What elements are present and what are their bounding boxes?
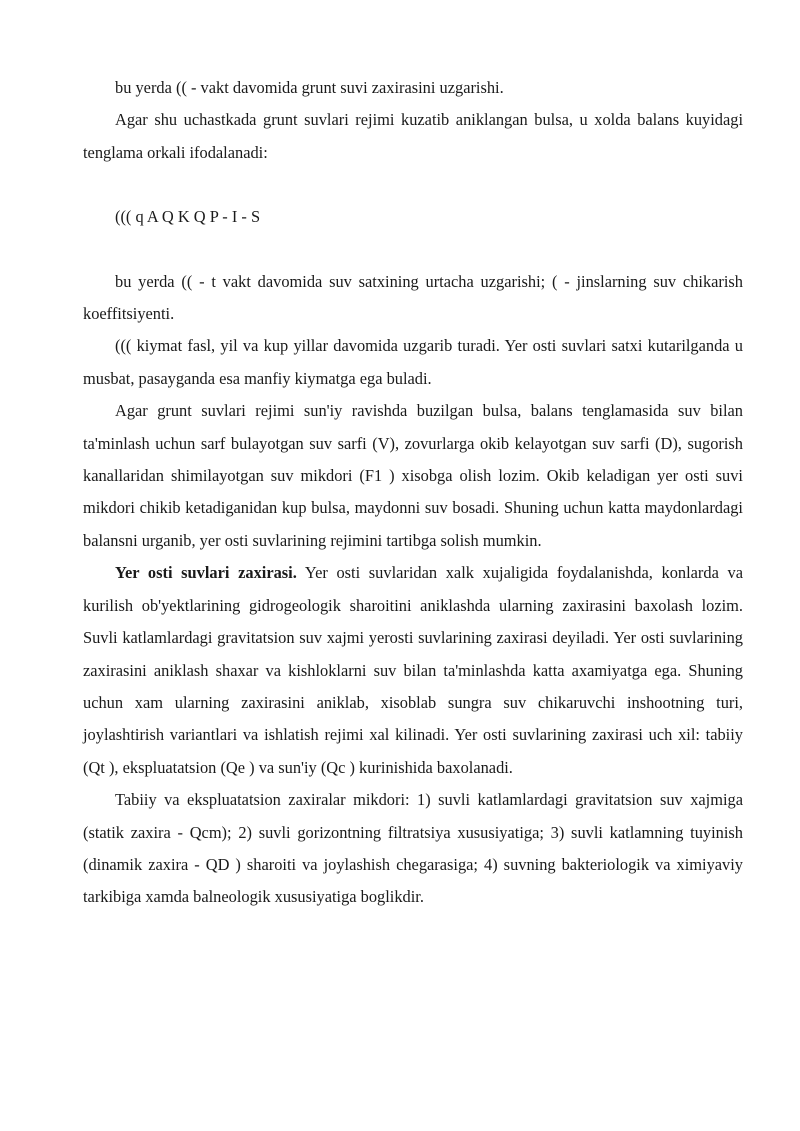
- paragraph-5: Agar grunt suvlari rejimi sun'iy ravishda buzilgan bulsa, balans tenglamasida suv bilan ta'minlash uchun sarf bulayotgan suv sarfi (V), zovurlarga okib kelayotgan suv sarfi (D), sugorish kanallaridan shimilayotgan suv mikdori (F1 ) xisobga olish lozim. Okib keladigan yer osti suvi mikdori chikib ketadiganidan kup bulsa, maydonni suv bosadi. Shuning uchun katta maydonlardagi balansni urganib, yer osti suvlarining rejimini tartibga solish mumkin.: [83, 401, 743, 550]
- paragraph-1: bu yerda (( - vakt davomida grunt suvi zaxirasini uzgarishi.: [115, 78, 504, 97]
- paragraph-2: Agar shu uchastkada grunt suvlari rejimi kuzatib aniklangan bulsa, u xolda balans kuyidagi tenglama orkali ifodalanadi:: [83, 110, 743, 162]
- section-text: Yer osti suvlaridan xalk xujaligida foydalanishda, konlarda va kurilish ob'yektlarining gidrogeologik sharoitini aniklashda ularning zaxirasini baxolash lozim. Suvli katlamlardagi gravitatsion suv xajmi yerosti suvlarining zaxirasi deyiladi. Yer osti suvlarining zaxirasini aniklash shaxar va kishloklarni suv bilan ta'minlashda katta axamiyatga ega. Shuning uchun xam ularning zaxirasini aniklab, xisoblab sungra suv chikaruvchi inshootning turi, joylashtirish variantlari va ishlatish rejimi xal kilinadi. Yer osti suvlarining zaxirasi uch xil: tabiiy (Qt ), ekspluatatsion (Qe ) va sun'iy (Qc ) kurinishida baxolanadi.: [83, 563, 743, 777]
- document-body: [83, 72, 743, 914]
- section-paragraph: [83, 557, 743, 784]
- section-heading: Yer osti suvlari zaxirasi.: [115, 563, 297, 583]
- final-paragraph: Tabiiy va ekspluatatsion zaxiralar mikdori: 1) suvli katlamlardagi gravitatsion suv xajmiga (statik zaxira - Qcm); 2) suvli gorizontning filtratsiya xususiyatiga; 3) suvli katlamning tuyinish (dinamik zaxira - QD ) sharoiti va joylashish chegarasiga; 4) suvning bakteriologik va ximiyaviy tarkibiga xamda balneologik xususiyatiga boglikdir.: [83, 790, 743, 907]
- balance-equation: ((( q A Q K Q P - I - S: [115, 207, 261, 227]
- paragraph-3: bu yerda (( - t vakt davomida suv satxining urtacha uzgarishi; ( - jinslarning suv chikarish koeffitsiyenti.: [83, 271, 743, 324]
- paragraph-4: ((( kiymat fasl, yil va kup yillar davomida uzgarib turadi. Yer osti suvlari satxi kutarilganda u musbat, pasayganda esa manfiy kiymatga ega buladi.: [83, 336, 743, 388]
